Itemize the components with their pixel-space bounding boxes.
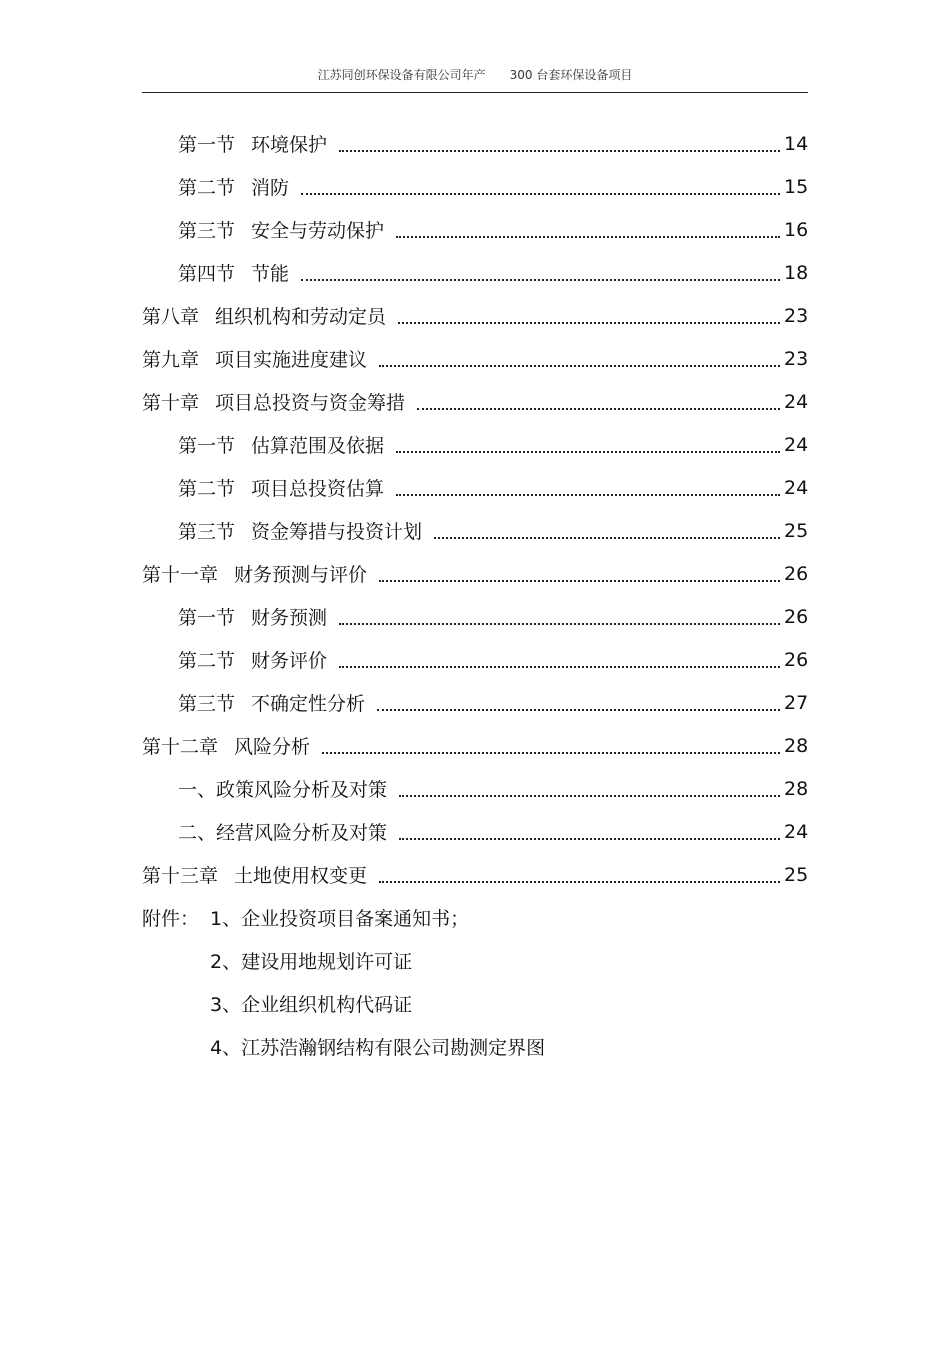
toc-entry-title: 经营风险分析及对策 (216, 822, 388, 844)
toc-entry[interactable] (142, 337, 808, 380)
toc-entry[interactable] (178, 509, 808, 552)
toc-entry-title: 项目实施进度建议 (215, 349, 368, 371)
toc-entry-title: 风险分析 (234, 736, 311, 758)
toc-entry-page: 23 (784, 347, 809, 370)
attachment-item: 1、企业投资项目备案通知书； (210, 908, 470, 930)
toc-entry-label: 第十章 (142, 392, 200, 414)
attachment-item: 2、建设用地规划许可证 (210, 951, 413, 973)
toc-entry-title: 不确定性分析 (251, 693, 366, 715)
toc-entry-label: 第二节 (178, 177, 236, 199)
toc-entry-label: 第十二章 (142, 736, 219, 758)
toc-entry-page: 18 (784, 261, 809, 284)
toc-entry-title: 环境保护 (251, 134, 328, 156)
toc-entry-label: 第三节 (178, 693, 236, 715)
toc-entry[interactable] (178, 208, 808, 251)
header-left-text: 江苏同创环保设备有限公司年产 (317, 68, 486, 82)
toc-leader-dots (339, 623, 780, 625)
toc-entry-title: 消防 (251, 177, 290, 199)
toc-entry[interactable] (178, 165, 808, 208)
toc-leader-dots (301, 193, 780, 195)
toc-entry-title: 项目总投资与资金筹措 (215, 392, 406, 414)
attachment-entry (210, 939, 412, 982)
toc-leader-dots (396, 494, 780, 496)
attachment-entry (210, 982, 412, 1025)
attachment-item: 4、江苏浩瀚钢结构有限公司勘测定界图 (210, 1037, 546, 1059)
toc-entry-title: 估算范围及依据 (251, 435, 385, 457)
toc-entry-page: 24 (784, 476, 809, 499)
toc-entry[interactable] (142, 380, 808, 423)
toc-entry-label: 第二节 (178, 478, 236, 500)
toc-entry-label: 第二节 (178, 650, 236, 672)
toc-entry-label: 第一节 (178, 435, 236, 457)
toc-leader-dots (301, 279, 780, 281)
toc-leader-dots (434, 537, 780, 539)
toc-leader-dots (379, 580, 780, 582)
toc-entry-title: 节能 (251, 263, 290, 285)
toc-entry[interactable] (178, 681, 808, 724)
page-header (142, 60, 808, 93)
toc-entry-page: 23 (784, 304, 809, 327)
toc-entry-page: 15 (784, 175, 809, 198)
toc-leader-dots (399, 795, 780, 797)
attachment-entry (142, 896, 469, 939)
toc-leader-dots (417, 408, 780, 410)
toc-entry-page: 25 (784, 863, 809, 886)
toc-leader-dots (396, 451, 780, 453)
toc-leader-dots (339, 150, 780, 152)
toc-entry-label: 一、 (178, 779, 217, 801)
toc-entry-page: 24 (784, 433, 809, 456)
toc-entry-label: 第一节 (178, 134, 236, 156)
toc-entry-title: 财务预测与评价 (234, 564, 368, 586)
toc-leader-dots (377, 709, 780, 711)
header-right-text: 300 台套环保设备项目 (509, 68, 633, 82)
toc-entry-title: 组织机构和劳动定员 (215, 306, 387, 328)
toc-entry[interactable] (178, 595, 808, 638)
toc-entry-page: 25 (784, 519, 809, 542)
toc-leader-dots (379, 881, 780, 883)
toc-leader-dots (398, 322, 780, 324)
toc-entry[interactable] (178, 638, 808, 681)
toc-entry[interactable] (142, 853, 808, 896)
toc-entry-title: 土地使用权变更 (234, 865, 368, 887)
toc-entry[interactable] (178, 251, 808, 294)
toc-entry-page: 16 (784, 218, 809, 241)
toc-entry-title: 政策风险分析及对策 (216, 779, 388, 801)
toc-entry-label: 第十三章 (142, 865, 219, 887)
toc-entry[interactable] (142, 294, 808, 337)
toc-leader-dots (322, 752, 780, 754)
toc-entry[interactable] (178, 767, 808, 810)
toc-entry-page: 24 (784, 390, 809, 413)
toc-entry-label: 第十一章 (142, 564, 219, 586)
attachments-label: 附件： (142, 908, 200, 930)
toc-entry[interactable] (142, 724, 808, 767)
toc-entry-label: 第四节 (178, 263, 236, 285)
toc-leader-dots (399, 838, 780, 840)
toc-entry-title: 资金筹措与投资计划 (251, 521, 423, 543)
attachment-item: 3、企业组织机构代码证 (210, 994, 413, 1016)
toc-entry-page: 27 (784, 691, 809, 714)
toc-entry[interactable] (178, 466, 808, 509)
toc-entry-page: 28 (784, 777, 809, 800)
toc-entry-label: 二、 (178, 822, 217, 844)
toc-entry-title: 安全与劳动保护 (251, 220, 385, 242)
attachment-entry (210, 1025, 545, 1068)
toc-entry-page: 24 (784, 820, 809, 843)
toc-entry[interactable] (178, 423, 808, 466)
toc-entry-page: 14 (784, 132, 809, 155)
toc-entry-title: 财务评价 (251, 650, 328, 672)
toc-entry-label: 第九章 (142, 349, 200, 371)
toc-entry[interactable] (178, 122, 808, 165)
toc-entry-page: 26 (784, 605, 809, 628)
toc-entry[interactable] (178, 810, 808, 853)
toc-entry-label: 第一节 (178, 607, 236, 629)
toc-entry-label: 第八章 (142, 306, 200, 328)
toc-entry-label: 第三节 (178, 521, 236, 543)
toc-leader-dots (379, 365, 780, 367)
toc-entry-page: 26 (784, 648, 809, 671)
toc-entry-label: 第三节 (178, 220, 236, 242)
toc-entry-title: 项目总投资估算 (251, 478, 385, 500)
toc-leader-dots (396, 236, 780, 238)
toc-entry-page: 28 (784, 734, 809, 757)
toc-entry-title: 财务预测 (251, 607, 328, 629)
toc-leader-dots (339, 666, 780, 668)
toc-entry-page: 26 (784, 562, 809, 585)
toc-entry[interactable] (142, 552, 808, 595)
